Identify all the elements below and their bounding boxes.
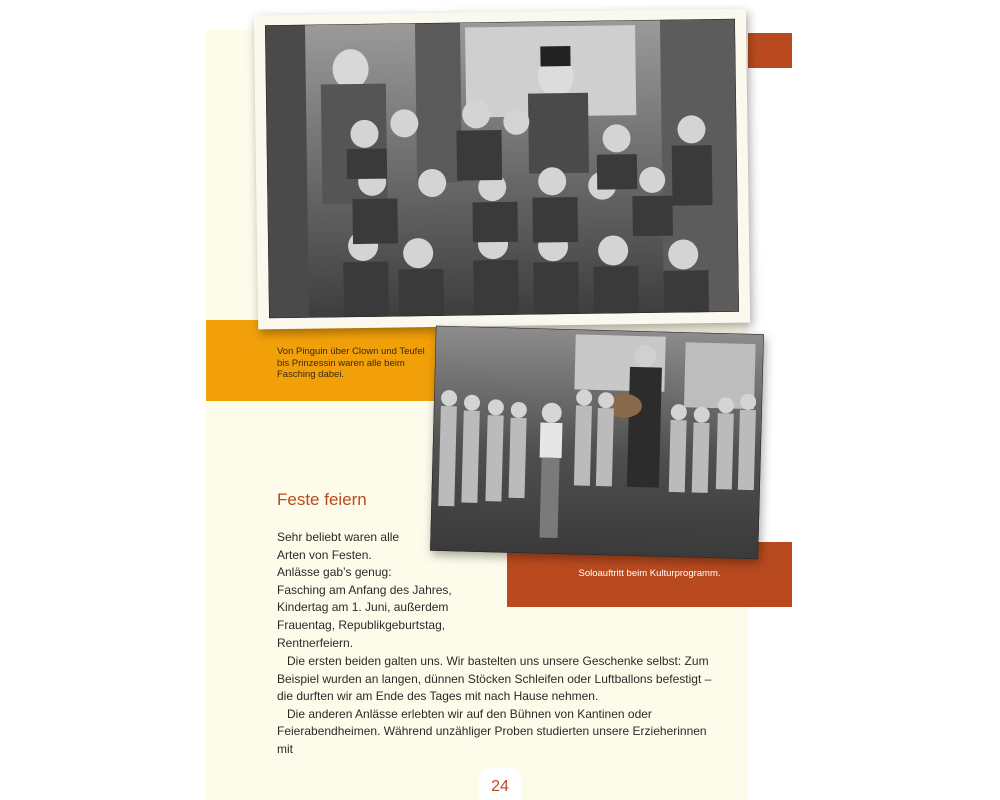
- intro-line: Arten von Festen.: [277, 547, 372, 562]
- caption-stage-photo: Soloauftritt beim Kulturprogramm.: [578, 568, 721, 579]
- intro-line: Kindertag am 1. Juni, außerdem: [277, 600, 449, 615]
- paragraph: Die anderen Anlässe erlebten wir auf den Bühnen von Kantinen oder Feierabendheimen. Während unzähliger Proben studierten unsere Erzieherinnen mit: [277, 706, 707, 756]
- intro-line: Frauentag, Republikgeburtstag,: [277, 617, 446, 632]
- section-heading: Feste feiern: [277, 490, 367, 509]
- intro-line: Anlässe gab’s genug:: [277, 565, 392, 580]
- intro-line: Rentnerfeiern.: [277, 635, 354, 650]
- rust-tab-decor: [748, 33, 792, 68]
- carnival-group-photo-icon: [265, 19, 739, 319]
- body-text: [277, 653, 722, 759]
- page-number: 24: [491, 778, 509, 795]
- caption-carnival-photo: Von Pinguin über Clown und Teufel bis Prinzessin waren alle beim Fasching dabei.: [277, 346, 425, 380]
- paragraph: Die ersten beiden galten uns. Wir bastelten uns unsere Geschenke selbst: Zum Beispiel wurden an langen, dünnen Stöcken Schleifen oder Luftballons befestigt – die durften wir am Ende des Tages mit nach Hause nehmen.: [277, 654, 712, 704]
- intro-line: Fasching am Anfang des Jahres,: [277, 582, 452, 597]
- carnival-photo-frame: [254, 9, 750, 330]
- intro-line: Sehr beliebt waren alle: [277, 530, 400, 544]
- intro-text: [277, 529, 452, 652]
- stage-performance-photo-icon: [430, 326, 764, 560]
